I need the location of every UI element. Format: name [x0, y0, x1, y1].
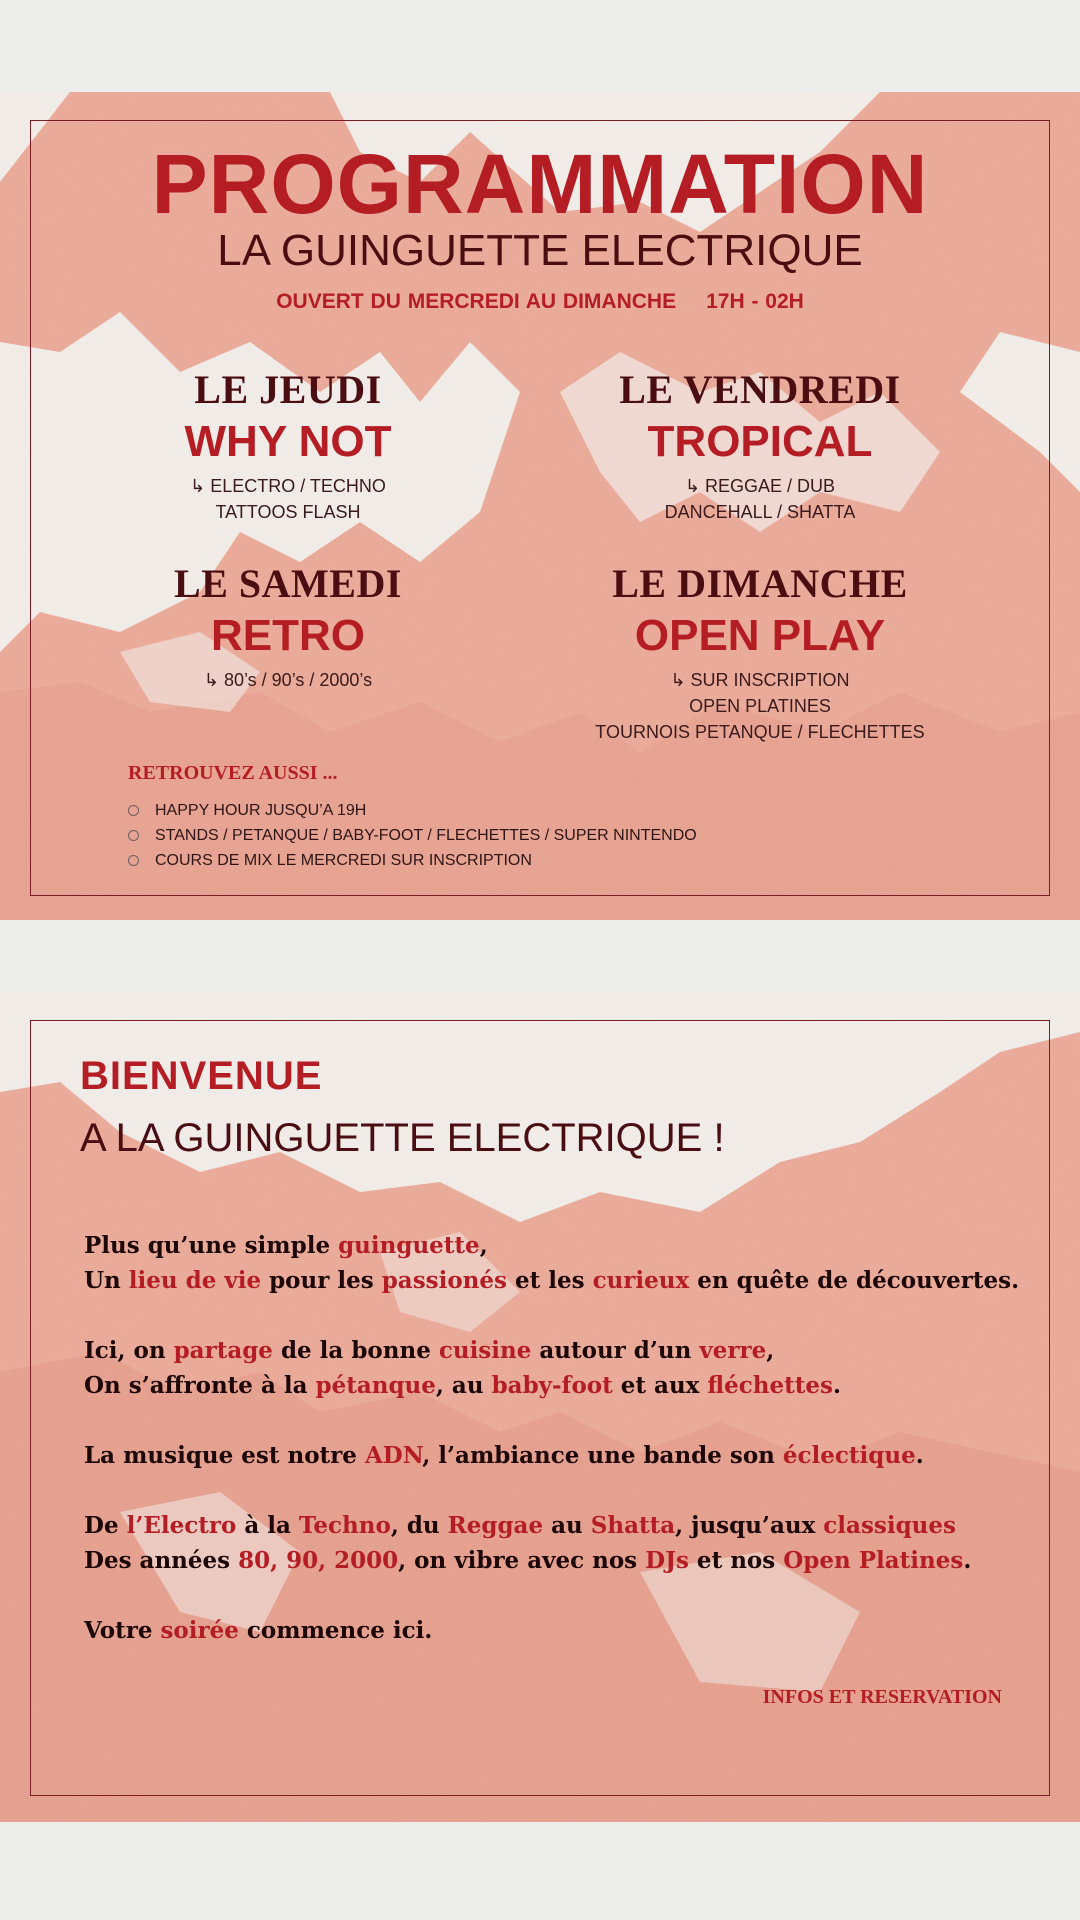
- highlight: cuisine: [438, 1337, 532, 1364]
- highlight: passionés: [381, 1267, 507, 1294]
- text: , au: [435, 1372, 492, 1399]
- highlight: Techno: [298, 1512, 391, 1539]
- welcome-body: [84, 1228, 1044, 1683]
- highlight: fléchettes: [707, 1372, 833, 1399]
- aussi-heading: RETROUVEZ AUSSI ...: [128, 762, 338, 784]
- highlight: baby-foot: [491, 1372, 613, 1399]
- highlight: verre: [699, 1337, 767, 1364]
- text: au: [543, 1512, 591, 1539]
- event-line: TOURNOIS PETANQUE / FLECHETTES: [595, 722, 925, 742]
- text: commence ici.: [238, 1617, 433, 1644]
- aussi-list: [128, 798, 697, 873]
- programmation-panel: [0, 92, 1080, 920]
- text: et nos: [688, 1547, 784, 1574]
- text: .: [832, 1372, 841, 1399]
- highlight: pétanque: [315, 1372, 436, 1399]
- highlight: soirée: [160, 1617, 239, 1644]
- paragraph: [84, 1613, 1044, 1648]
- list-item: [128, 798, 697, 823]
- day-card-jeudi: [58, 366, 518, 525]
- highlight: curieux: [592, 1267, 690, 1294]
- highlight: partage: [173, 1337, 273, 1364]
- highlight: 80, 90, 2000: [238, 1547, 399, 1574]
- opening-hours: [0, 290, 1080, 314]
- text: , l’ambiance une bande son: [422, 1442, 783, 1469]
- event-line: OPEN PLATINES: [689, 696, 831, 716]
- welcome-subtitle: A LA GUINGUETTE ELECTRIQUE !: [80, 1116, 725, 1160]
- circle-bullet-icon: [128, 830, 139, 841]
- paragraph: [84, 1333, 1044, 1403]
- text: de la bonne: [272, 1337, 439, 1364]
- text: pour les: [261, 1267, 382, 1294]
- highlight: Shatta: [590, 1512, 676, 1539]
- text: Votre: [84, 1617, 161, 1644]
- text: .: [963, 1547, 972, 1574]
- list-item: [128, 848, 697, 873]
- text: On s’affronte à la: [84, 1372, 316, 1399]
- day-name: LE VENDREDI: [619, 367, 901, 412]
- text: .: [915, 1442, 924, 1469]
- page-title: PROGRAMMATION: [151, 137, 929, 231]
- text: et les: [506, 1267, 593, 1294]
- welcome-title: BIENVENUE: [80, 1054, 323, 1098]
- highlight: DJs: [645, 1547, 689, 1574]
- day-card-vendredi: [530, 366, 990, 525]
- event-line: DANCEHALL / SHATTA: [664, 502, 856, 522]
- text: Un: [84, 1267, 129, 1294]
- event-name: WHY NOT: [184, 417, 392, 466]
- event-line: ↳ SUR INSCRIPTION: [670, 670, 850, 690]
- text: , on vibre avec nos: [398, 1547, 646, 1574]
- text: Ici, on: [84, 1337, 174, 1364]
- paragraph: [84, 1228, 1044, 1298]
- day-card-samedi: [58, 560, 518, 693]
- text: autour d’un: [531, 1337, 700, 1364]
- text: et aux: [612, 1372, 708, 1399]
- paragraph: [84, 1438, 1044, 1473]
- text: , jusqu’aux: [675, 1512, 824, 1539]
- paragraph: [84, 1508, 1044, 1578]
- bienvenue-panel: [0, 992, 1080, 1822]
- text: à la: [236, 1512, 299, 1539]
- infos-reservation-link[interactable]: INFOS ET RESERVATION: [762, 1686, 1002, 1708]
- highlight: Open Platines: [783, 1547, 964, 1574]
- text: De: [84, 1512, 127, 1539]
- highlight: ADN: [364, 1442, 423, 1469]
- text: , du: [390, 1512, 448, 1539]
- list-item: [128, 823, 697, 848]
- event-line: TATTOOS FLASH: [215, 502, 361, 522]
- circle-bullet-icon: [128, 805, 139, 816]
- event-line: ↳ 80’s / 90’s / 2000’s: [203, 670, 373, 690]
- circle-bullet-icon: [128, 855, 139, 866]
- event-line: ↳ ELECTRO / TECHNO: [190, 476, 386, 496]
- highlight: guinguette: [338, 1232, 480, 1259]
- venue-subtitle: LA GUINGUETTE ELECTRIQUE: [217, 226, 863, 275]
- highlight: l’Electro: [126, 1512, 237, 1539]
- opening-days-text: OUVERT DU MERCREDI AU DIMANCHE: [276, 290, 677, 313]
- event-line: ↳ REGGAE / DUB: [684, 476, 836, 496]
- event-name: TROPICAL: [647, 417, 873, 466]
- highlight: Reggae: [447, 1512, 544, 1539]
- text: Plus qu’une simple: [84, 1232, 339, 1259]
- highlight: éclectique: [782, 1442, 916, 1469]
- list-item-text: STANDS / PETANQUE / BABY-FOOT / FLECHETTES / SUPER NINTENDO: [155, 827, 697, 844]
- highlight: classiques: [823, 1512, 956, 1539]
- day-name: LE JEUDI: [194, 367, 382, 412]
- text: ,: [766, 1337, 775, 1364]
- day-name: LE SAMEDI: [174, 561, 402, 606]
- event-name: OPEN PLAY: [634, 611, 886, 660]
- day-name: LE DIMANCHE: [612, 561, 908, 606]
- opening-hours-text: 17H - 02H: [706, 290, 804, 313]
- highlight: lieu de vie: [128, 1267, 262, 1294]
- text: La musique est notre: [84, 1442, 365, 1469]
- text: Des années: [84, 1547, 239, 1574]
- text: ,: [479, 1232, 488, 1259]
- list-item-text: HAPPY HOUR JUSQU’A 19H: [155, 802, 367, 819]
- day-card-dimanche: [530, 560, 990, 745]
- event-name: RETRO: [211, 611, 365, 660]
- list-item-text: COURS DE MIX LE MERCREDI SUR INSCRIPTION: [155, 852, 532, 869]
- text: en quête de découvertes.: [689, 1267, 1020, 1294]
